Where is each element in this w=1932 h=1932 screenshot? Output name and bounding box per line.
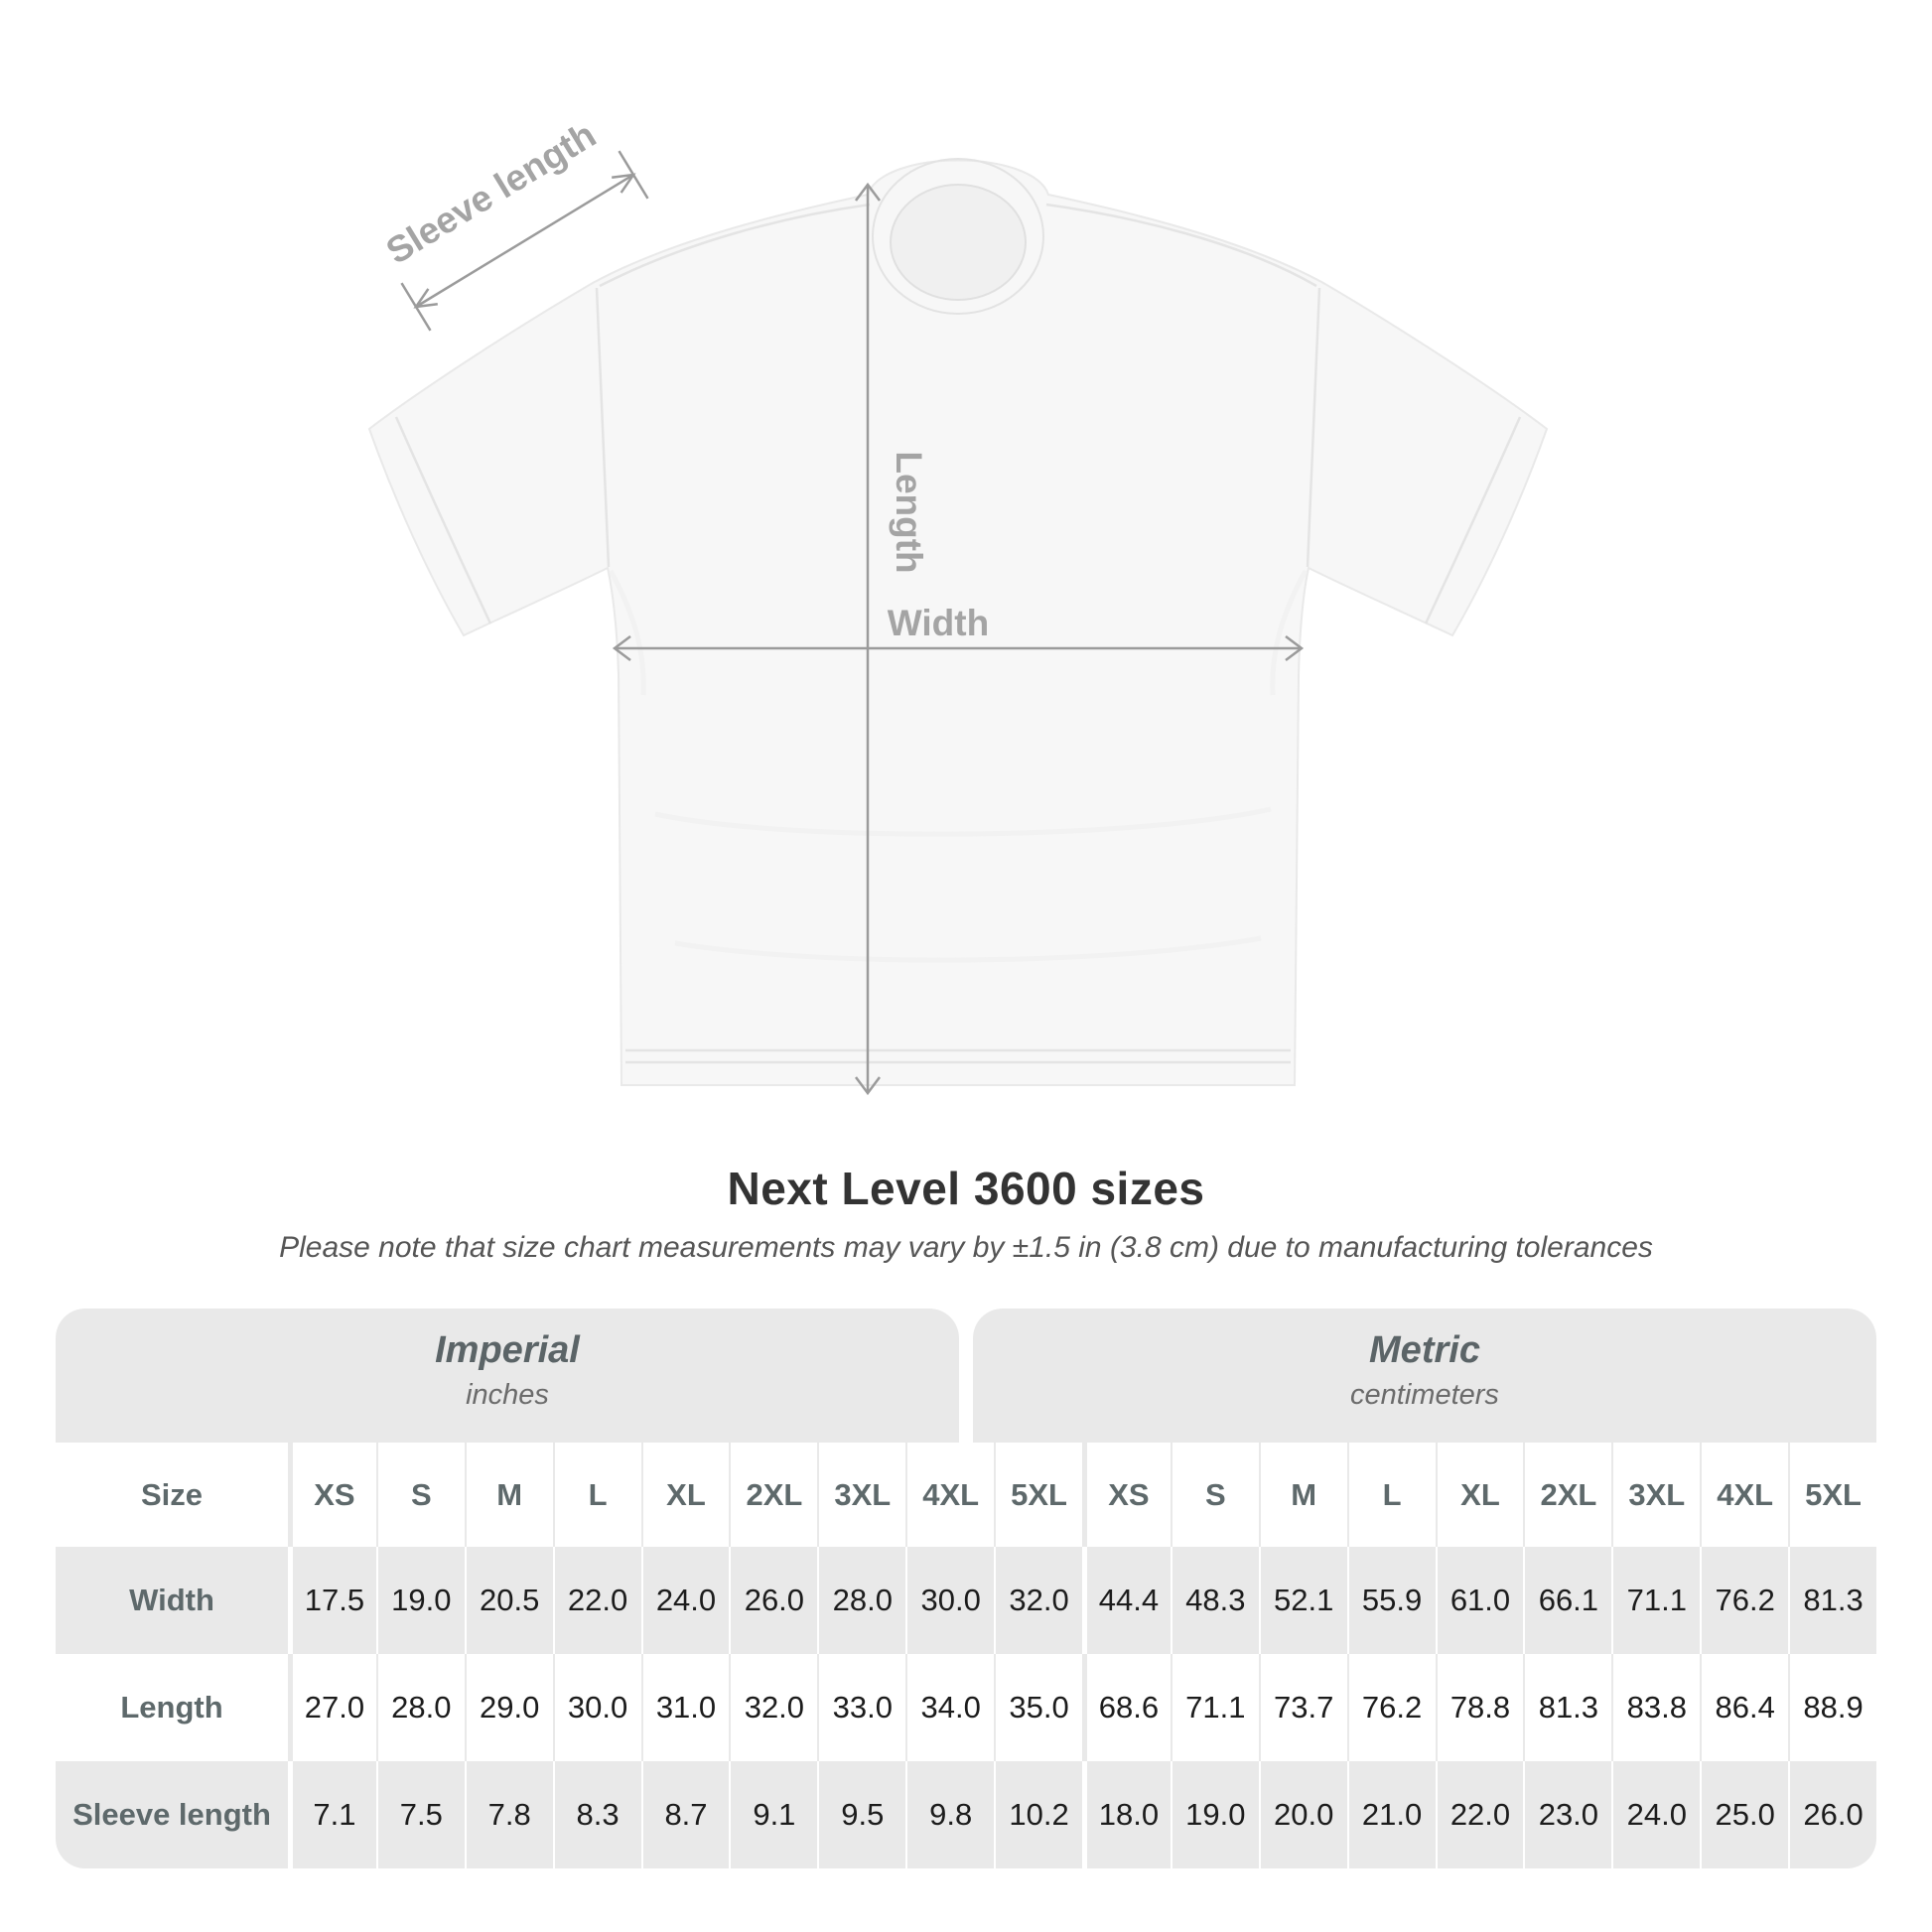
size-header-l-imperial: L <box>553 1443 641 1547</box>
width-label: Width <box>887 603 990 643</box>
tolerance-note: Please note that size chart measurements may vary by ±1.5 in (3.8 cm) due to manufacturing tolerances <box>279 1231 1653 1264</box>
table-cell: 8.3 <box>553 1761 641 1868</box>
imperial-unit-label: inches <box>466 1379 549 1411</box>
table-cell: 29.0 <box>465 1654 553 1761</box>
size-header-4xl-metric: 4XL <box>1700 1443 1788 1547</box>
width-row-label: Width <box>129 1583 214 1617</box>
table-cell: 20.5 <box>465 1547 553 1654</box>
table-cell: 76.2 <box>1700 1547 1788 1654</box>
size-header-xs-imperial: XS <box>288 1443 376 1547</box>
table-cell: 19.0 <box>1171 1761 1259 1868</box>
table-cell: 66.1 <box>1523 1547 1611 1654</box>
size-header-5xl-imperial: 5XL <box>994 1443 1082 1547</box>
table-cell: 24.0 <box>1611 1761 1700 1868</box>
table-cell: 71.1 <box>1171 1654 1259 1761</box>
width-row <box>56 1547 1876 1654</box>
table-cell: 81.3 <box>1523 1654 1611 1761</box>
table-cell: 32.0 <box>729 1654 817 1761</box>
table-cell: 33.0 <box>817 1654 905 1761</box>
size-header-xs-metric: XS <box>1082 1443 1171 1547</box>
table-cell: 35.0 <box>994 1654 1082 1761</box>
table-cell: 24.0 <box>641 1547 730 1654</box>
table-cell: 83.8 <box>1611 1654 1700 1761</box>
table-cell: 78.8 <box>1436 1654 1524 1761</box>
table-cell: 44.4 <box>1082 1547 1171 1654</box>
size-header-4xl-imperial: 4XL <box>905 1443 994 1547</box>
size-header-2xl-imperial: 2XL <box>729 1443 817 1547</box>
table-cell: 28.0 <box>376 1654 465 1761</box>
table-cell: 27.0 <box>288 1654 376 1761</box>
table-cell: 9.1 <box>729 1761 817 1868</box>
table-cell: 17.5 <box>288 1547 376 1654</box>
table-cell: 18.0 <box>1082 1761 1171 1868</box>
table-cell: 23.0 <box>1523 1761 1611 1868</box>
table-cell: 55.9 <box>1347 1547 1436 1654</box>
metric-tab <box>973 1309 1876 1443</box>
table-cell: 7.8 <box>465 1761 553 1868</box>
table-cell: 81.3 <box>1788 1547 1876 1654</box>
imperial-tab <box>56 1309 959 1443</box>
table-cell: 30.0 <box>905 1547 994 1654</box>
table-cell: 73.7 <box>1259 1654 1347 1761</box>
sleeve-length-label: Sleeve length <box>378 113 604 272</box>
table-cell: 8.7 <box>641 1761 730 1868</box>
size-header-3xl-imperial: 3XL <box>817 1443 905 1547</box>
table-cell: 34.0 <box>905 1654 994 1761</box>
table-cell: 48.3 <box>1171 1547 1259 1654</box>
table-cell: 7.5 <box>376 1761 465 1868</box>
imperial-label: Imperial <box>435 1329 580 1371</box>
table-cell: 22.0 <box>553 1547 641 1654</box>
size-header-row <box>56 1443 1876 1547</box>
table-cell: 20.0 <box>1259 1761 1347 1868</box>
size-header-xl-metric: XL <box>1436 1443 1524 1547</box>
size-header-m-imperial: M <box>465 1443 553 1547</box>
table-cell: 22.0 <box>1436 1761 1524 1868</box>
table-cell: 32.0 <box>994 1547 1082 1654</box>
table-cell: 61.0 <box>1436 1547 1524 1654</box>
size-header-m-metric: M <box>1259 1443 1347 1547</box>
table-cell: 21.0 <box>1347 1761 1436 1868</box>
page-title: Next Level 3600 sizes <box>727 1163 1205 1214</box>
table-cell: 9.8 <box>905 1761 994 1868</box>
table-cell: 31.0 <box>641 1654 730 1761</box>
table-cell: 86.4 <box>1700 1654 1788 1761</box>
table-cell: 26.0 <box>1788 1761 1876 1868</box>
sleeve-length-row-label: Sleeve length <box>72 1797 271 1832</box>
table-cell: 76.2 <box>1347 1654 1436 1761</box>
metric-unit-label: centimeters <box>1350 1379 1499 1411</box>
size-header-s-imperial: S <box>376 1443 465 1547</box>
table-cell: 52.1 <box>1259 1547 1347 1654</box>
table-cell: 10.2 <box>994 1761 1082 1868</box>
table-cell: 68.6 <box>1082 1654 1171 1761</box>
sleeve-length-row <box>56 1761 1876 1868</box>
table-cell: 71.1 <box>1611 1547 1700 1654</box>
table-cell: 25.0 <box>1700 1761 1788 1868</box>
heading-block <box>0 1162 1932 1265</box>
table-cell: 9.5 <box>817 1761 905 1868</box>
size-header-2xl-metric: 2XL <box>1523 1443 1611 1547</box>
size-header-5xl-metric: 5XL <box>1788 1443 1876 1547</box>
length-row <box>56 1654 1876 1761</box>
size-corner-label: Size <box>140 1476 204 1512</box>
length-row-label: Length <box>120 1690 223 1725</box>
table-cell: 26.0 <box>729 1547 817 1654</box>
size-table <box>56 1309 1876 1868</box>
table-cell: 88.9 <box>1788 1654 1876 1761</box>
table-cell: 30.0 <box>553 1654 641 1761</box>
size-header-3xl-metric: 3XL <box>1611 1443 1700 1547</box>
length-label: Length <box>889 451 929 574</box>
unit-header-band <box>56 1309 1876 1443</box>
metric-label: Metric <box>1369 1329 1480 1371</box>
table-cell: 7.1 <box>288 1761 376 1868</box>
table-cell: 19.0 <box>376 1547 465 1654</box>
size-header-l-metric: L <box>1347 1443 1436 1547</box>
size-header-s-metric: S <box>1171 1443 1259 1547</box>
size-header-xl-imperial: XL <box>641 1443 730 1547</box>
table-cell: 28.0 <box>817 1547 905 1654</box>
